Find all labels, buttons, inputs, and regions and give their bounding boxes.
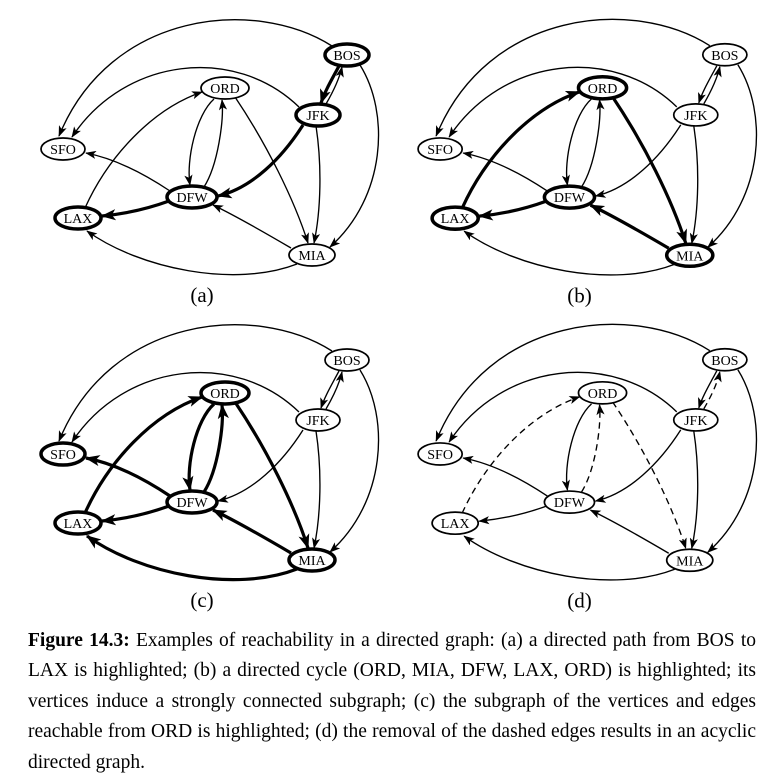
edge-JFK-to-SFO xyxy=(72,373,299,442)
edge-JFK-to-DFW xyxy=(596,430,681,501)
edge-MIA-to-DFW xyxy=(591,510,669,553)
node-label-ORD: ORD xyxy=(587,385,618,402)
node-BOS xyxy=(703,44,747,66)
node-ORD xyxy=(578,382,626,404)
node-SFO xyxy=(418,138,462,160)
node-MIA xyxy=(667,244,713,266)
node-label-LAX: LAX xyxy=(440,516,470,533)
directed-graph-d xyxy=(391,309,783,614)
edge-MIA-to-LAX xyxy=(87,536,297,580)
node-SFO xyxy=(41,443,85,465)
node-SFO xyxy=(418,443,462,465)
edge-DFW-to-ORD xyxy=(581,405,599,492)
node-DFW xyxy=(167,491,217,513)
graph-panel-c xyxy=(0,309,391,614)
edge-BOS-to-MIA xyxy=(708,65,757,247)
edge-MIA-to-LAX xyxy=(87,231,297,275)
edge-DFW-to-ORD xyxy=(581,100,599,187)
edge-BOS-to-MIA xyxy=(330,65,379,247)
node-label-DFW: DFW xyxy=(553,190,586,207)
edge-MIA-to-LAX xyxy=(464,536,675,580)
edge-DFW-to-ORD xyxy=(204,100,222,187)
node-BOS xyxy=(703,349,747,371)
edge-ORD-to-DFW xyxy=(567,99,592,185)
edge-BOS-to-MIA xyxy=(708,370,757,552)
edge-JFK-to-MIA xyxy=(692,126,698,243)
node-label-ORD: ORD xyxy=(210,82,240,97)
node-BOS xyxy=(325,44,369,66)
node-label-LAX: LAX xyxy=(440,211,470,228)
edge-JFK-to-SFO xyxy=(72,68,299,137)
figure-caption-text: Examples of reachability in a directed graph: (a) a directed path from BOS to LAX is highlighted; (b) a directed cycle (ORD, MIA, DFW, LAX, ORD) is highlighted; its vertices induce a strongly connected subgraph; (c) the subgraph of the vertices and edges reachable from ORD is highlighted; (d) the removal of the dashed edges results in an acyclic directed graph. xyxy=(28,630,756,773)
node-label-MIA: MIA xyxy=(676,248,704,265)
graph-panel-d xyxy=(391,309,783,614)
edge-DFW-to-SFO xyxy=(86,458,170,496)
edge-JFK-to-DFW xyxy=(218,125,303,196)
edge-BOS-to-SFO xyxy=(436,324,710,441)
edge-DFW-to-LAX xyxy=(102,201,169,216)
node-label-LAX: LAX xyxy=(63,517,93,532)
edge-JFK-to-MIA xyxy=(314,126,320,243)
edge-DFW-to-LAX xyxy=(102,506,169,521)
node-ORD xyxy=(201,382,249,404)
node-LAX xyxy=(55,207,101,229)
edge-BOS-to-SFO xyxy=(59,325,332,441)
node-label-DFW: DFW xyxy=(176,496,208,511)
node-label-SFO: SFO xyxy=(427,446,453,463)
node-DFW xyxy=(544,491,594,513)
node-DFW xyxy=(544,186,594,208)
directed-graph-a xyxy=(0,4,391,309)
node-ORD xyxy=(578,77,626,99)
node-JFK xyxy=(296,409,340,431)
edge-DFW-to-SFO xyxy=(463,153,547,191)
edge-MIA-to-DFW xyxy=(591,205,669,248)
edge-ORD-to-DFW xyxy=(567,404,592,490)
graph-panel-b xyxy=(391,4,783,309)
edge-JFK-to-MIA xyxy=(314,431,320,548)
edge-BOS-to-MIA xyxy=(330,370,379,552)
node-label-LAX: LAX xyxy=(63,212,93,227)
node-label-MIA: MIA xyxy=(298,249,326,264)
node-MIA xyxy=(667,549,713,571)
edge-BOS-to-SFO xyxy=(436,19,710,136)
node-label-JFK: JFK xyxy=(306,414,330,429)
edge-DFW-to-LAX xyxy=(479,201,546,216)
node-JFK xyxy=(296,104,340,126)
node-label-DFW: DFW xyxy=(176,191,208,206)
panel-label-c: (c) xyxy=(190,588,214,612)
node-label-BOS: BOS xyxy=(711,352,739,369)
node-MIA xyxy=(289,244,335,266)
edge-JFK-to-MIA xyxy=(692,431,698,548)
node-label-JFK: JFK xyxy=(684,107,708,124)
edge-ORD-to-DFW xyxy=(189,99,214,185)
node-label-MIA: MIA xyxy=(298,554,326,569)
edge-DFW-to-SFO xyxy=(86,153,170,191)
edge-DFW-to-LAX xyxy=(479,506,546,521)
panel-label-b: (b) xyxy=(567,283,592,308)
node-label-SFO: SFO xyxy=(50,448,76,463)
node-label-SFO: SFO xyxy=(427,141,453,158)
graph-panel-a xyxy=(0,4,391,309)
edge-JFK-to-SFO xyxy=(449,67,677,137)
node-JFK xyxy=(674,104,718,126)
node-label-BOS: BOS xyxy=(333,354,361,369)
node-label-DFW: DFW xyxy=(553,495,586,512)
node-label-BOS: BOS xyxy=(711,47,739,64)
figure-caption-label: Figure 14.3: xyxy=(28,630,130,651)
node-label-BOS: BOS xyxy=(333,49,361,64)
node-BOS xyxy=(325,349,369,371)
node-LAX xyxy=(432,207,478,229)
edge-DFW-to-SFO xyxy=(463,458,547,496)
node-label-ORD: ORD xyxy=(587,80,618,97)
edge-MIA-to-DFW xyxy=(213,205,291,248)
node-label-JFK: JFK xyxy=(684,412,708,429)
edge-JFK-to-SFO xyxy=(449,372,677,442)
node-label-SFO: SFO xyxy=(50,143,76,158)
node-label-JFK: JFK xyxy=(306,109,330,124)
node-SFO xyxy=(41,138,85,160)
panel-label-a: (a) xyxy=(190,283,214,307)
node-DFW xyxy=(167,186,217,208)
node-JFK xyxy=(674,409,718,431)
node-ORD xyxy=(201,77,249,99)
edge-MIA-to-DFW xyxy=(213,510,291,553)
edge-MIA-to-LAX xyxy=(464,231,675,275)
node-label-ORD: ORD xyxy=(210,387,240,402)
node-LAX xyxy=(432,512,478,534)
node-label-MIA: MIA xyxy=(676,553,704,570)
edge-DFW-to-ORD xyxy=(204,405,222,492)
node-MIA xyxy=(289,549,335,571)
panel-label-d: (d) xyxy=(567,588,592,613)
figure-caption xyxy=(28,626,756,778)
directed-graph-c xyxy=(0,309,391,614)
directed-graph-b xyxy=(391,4,783,309)
edge-BOS-to-SFO xyxy=(59,20,332,136)
node-LAX xyxy=(55,512,101,534)
